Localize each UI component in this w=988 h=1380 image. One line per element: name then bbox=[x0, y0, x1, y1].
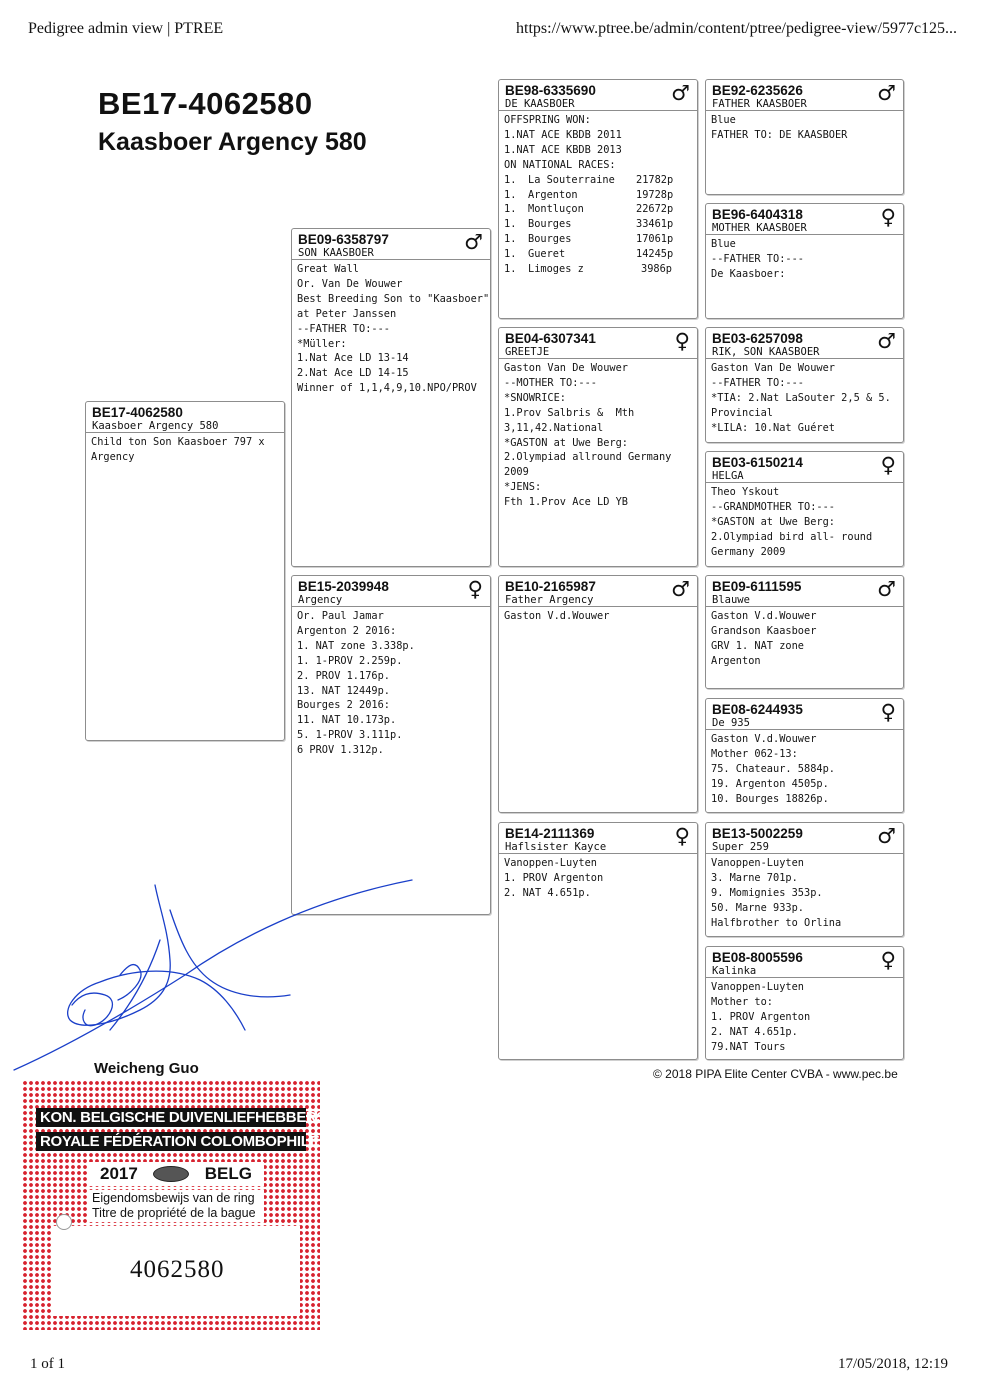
card-header bbox=[706, 947, 903, 978]
male-symbol-icon: ♂ bbox=[671, 81, 690, 105]
card-pigeon-name: MOTHER KAASBOER bbox=[712, 222, 807, 234]
signer-name: Weicheng Guo bbox=[94, 1060, 199, 1077]
pigeon-card-sire-sire bbox=[498, 79, 698, 319]
federation-name-fr: ROYALE FÉDÉRATION COLOMBOPHILE BELGE bbox=[36, 1132, 306, 1151]
note-line: *TIA: 2.Nat LaSouter 2,5 & 5. bbox=[711, 391, 891, 404]
note-line: 1. NAT zone 3.338p. bbox=[297, 639, 415, 652]
race-city: Montluçon bbox=[528, 203, 584, 216]
note-line: --FATHER TO:--- bbox=[711, 376, 804, 389]
pigeon-card-dam-sire bbox=[498, 575, 698, 813]
male-symbol-icon: ♂ bbox=[877, 577, 896, 601]
race-city: Argenton bbox=[528, 188, 578, 201]
note-line: 1.NAT ACE KBDB 2013 bbox=[504, 143, 622, 156]
note-line: --FATHER TO:--- bbox=[711, 252, 804, 265]
note-line: Fth 1.Prov Ace LD YB bbox=[504, 496, 628, 509]
note-line: 1.NAT ACE KBDB 2011 bbox=[504, 128, 622, 141]
pigeon-card-dam-sire-sire bbox=[705, 575, 904, 689]
browser-page-title: Pedigree admin view | PTREE bbox=[28, 20, 224, 37]
card-pigeon-name: Super 259 bbox=[712, 841, 769, 853]
pigeon-card-sire-sire-sire bbox=[705, 79, 904, 195]
card-header bbox=[706, 823, 903, 854]
card-ring-number: BE96-6404318 bbox=[712, 207, 803, 222]
note-line: Mother to: bbox=[711, 995, 773, 1008]
note-line: 2. PROV 1.176p. bbox=[297, 669, 390, 682]
race-entrants: 22672p bbox=[636, 203, 674, 216]
note-line: Gaston V.d.Wouwer bbox=[711, 610, 817, 622]
pigeon-card-dam-dam bbox=[498, 822, 698, 1060]
ring-year: 2017 bbox=[100, 1164, 138, 1183]
ring-ownership-card bbox=[22, 1080, 374, 1330]
ring-card-title-nl: Eigendomsbewijs van de ring bbox=[92, 1191, 255, 1205]
card-header bbox=[706, 576, 903, 607]
male-symbol-icon: ♂ bbox=[877, 329, 896, 353]
note-line: Child ton Son Kaasboer 797 x bbox=[91, 436, 265, 448]
note-line: *GASTON at Uwe Berg: bbox=[711, 515, 835, 528]
card-ring-number: BE03-6150214 bbox=[712, 455, 803, 470]
note-line: at Peter Janssen bbox=[297, 307, 397, 320]
card-ring-number: BE14-2111369 bbox=[505, 826, 595, 841]
card-notes bbox=[292, 607, 490, 760]
note-line: --MOTHER TO:--- bbox=[504, 376, 597, 389]
female-symbol-icon: ♀ bbox=[880, 205, 896, 229]
card-ring-number: BE13-5002259 bbox=[712, 826, 803, 841]
federation-seal-icon bbox=[153, 1166, 189, 1182]
note-line: 1.Prov Salbris & Mth bbox=[504, 406, 635, 419]
note-line: *JENS: bbox=[504, 481, 542, 494]
card-ring-number: BE04-6307341 bbox=[505, 331, 596, 346]
male-symbol-icon: ♂ bbox=[464, 230, 483, 254]
card-notes bbox=[706, 359, 903, 438]
card-notes bbox=[499, 111, 697, 279]
card-pigeon-name: DE KAASBOER bbox=[505, 98, 575, 110]
card-header bbox=[706, 80, 903, 111]
note-line: Winner of 1,1,4,9,10.NPO/PROV bbox=[297, 382, 477, 395]
subject-ring-number: BE17-4062580 bbox=[98, 86, 313, 121]
note-line: Argenton 2 2016: bbox=[297, 624, 397, 637]
card-pigeon-name: Blauwe bbox=[712, 594, 750, 606]
note-line: --FATHER TO:--- bbox=[297, 322, 390, 335]
pigeon-card-sire-dam-dam bbox=[705, 451, 904, 567]
card-notes bbox=[292, 260, 490, 398]
card-notes bbox=[706, 730, 903, 809]
browser-url: https://www.ptree.be/admin/content/ptree/pedigree-view/5977c125... bbox=[516, 20, 958, 37]
note-line: 2. NAT 4.651p. bbox=[711, 1025, 798, 1038]
note-line: FATHER TO: DE KAASBOER bbox=[711, 128, 848, 141]
note-line: 6 PROV 1.312p. bbox=[297, 744, 384, 757]
card-header bbox=[292, 229, 490, 260]
note-line: Germany 2009 bbox=[711, 545, 786, 558]
note-line: OFFSPRING WON: bbox=[504, 114, 591, 126]
pigeon-card-sire-dam-sire bbox=[705, 327, 904, 443]
card-ring-number: BE09-6358797 bbox=[298, 232, 389, 247]
card-ring-number: BE09-6111595 bbox=[712, 579, 802, 594]
race-city: La Souterraine bbox=[528, 173, 615, 186]
note-line: 2009 bbox=[504, 466, 529, 479]
note-line: Mother 062-13: bbox=[711, 747, 798, 760]
print-page-count: 1 of 1 bbox=[30, 1356, 65, 1372]
race-entrants: 21782p bbox=[636, 173, 674, 186]
card-pigeon-name: De 935 bbox=[712, 717, 750, 729]
note-line: 1. PROV Argenton bbox=[504, 871, 604, 884]
race-result-row bbox=[504, 262, 692, 277]
note-line: *GASTON at Uwe Berg: bbox=[504, 436, 628, 449]
race-result-row bbox=[504, 217, 692, 232]
note-line: 5. 1-PROV 3.111p. bbox=[297, 729, 403, 742]
note-line: Gaston Van De Wouwer bbox=[504, 362, 628, 374]
card-ring-number: BE10-2165987 bbox=[505, 579, 596, 594]
card-pigeon-name: Kalinka bbox=[712, 965, 757, 977]
note-line: 75. Chateaur. 5884p. bbox=[711, 762, 835, 775]
note-line: Gaston V.d.Wouwer bbox=[711, 733, 817, 745]
note-line: 19. Argenton 4505p. bbox=[711, 777, 829, 790]
card-notes bbox=[706, 111, 903, 145]
card-notes bbox=[706, 978, 903, 1057]
note-line: ON NATIONAL RACES: bbox=[504, 158, 616, 171]
note-line: 3,11,42.National bbox=[504, 421, 604, 434]
card-pigeon-name: Father Argency bbox=[505, 594, 594, 606]
race-position: 1. bbox=[504, 173, 517, 186]
federation-name-nl: KON. BELGISCHE DUIVENLIEFHEBBERSBOND bbox=[36, 1108, 306, 1127]
card-ring-number: BE08-6244935 bbox=[712, 702, 803, 717]
note-line: 2.Olympiad allround Germany bbox=[504, 451, 672, 464]
note-line: Great Wall bbox=[297, 263, 359, 275]
card-header bbox=[706, 204, 903, 235]
card-notes bbox=[706, 607, 903, 671]
card-pigeon-name: RIK, SON KAASBOER bbox=[712, 346, 820, 358]
note-line: Vanoppen-Luyten bbox=[711, 981, 804, 993]
card-pigeon-name: FATHER KAASBOER bbox=[712, 98, 807, 110]
note-line: 2.Nat Ace LD 14-15 bbox=[297, 367, 409, 380]
card-header bbox=[706, 328, 903, 359]
note-line: Or. Paul Jamar bbox=[297, 610, 384, 622]
card-notes bbox=[706, 235, 903, 284]
card-pigeon-name: Kaasboer Argency 580 bbox=[92, 420, 219, 432]
male-symbol-icon: ♂ bbox=[671, 577, 690, 601]
note-line: Vanoppen-Luyten bbox=[711, 857, 804, 869]
race-position: 1. bbox=[504, 188, 517, 201]
race-city: Limoges z bbox=[528, 263, 584, 276]
note-line: *Müller: bbox=[297, 337, 347, 350]
card-ring-number: BE08-8005596 bbox=[712, 950, 803, 965]
card-header bbox=[706, 452, 903, 483]
note-line: De Kaasboer: bbox=[711, 267, 786, 280]
note-line: *LILA: 10.Nat Guéret bbox=[711, 421, 835, 434]
card-pigeon-name: SON KAASBOER bbox=[298, 247, 374, 259]
ring-country: BELG bbox=[204, 1164, 252, 1183]
card-ring-number: BE03-6257098 bbox=[712, 331, 803, 346]
pigeon-card-dam-dam-sire bbox=[705, 822, 904, 937]
card-header bbox=[499, 80, 697, 111]
note-line: Halfbrother to Orlina bbox=[711, 916, 842, 929]
race-city: Bourges bbox=[528, 218, 572, 231]
race-result-row bbox=[504, 173, 692, 188]
pigeon-card-dam-sire-dam bbox=[705, 698, 904, 813]
note-line: 9. Momignies 353p. bbox=[711, 886, 823, 899]
card-pigeon-name: Argency bbox=[298, 594, 343, 606]
ring-card-number: 4062580 bbox=[130, 1256, 225, 1283]
female-symbol-icon: ♀ bbox=[674, 824, 690, 848]
female-symbol-icon: ♀ bbox=[880, 453, 896, 477]
pigeon-card-sire bbox=[291, 228, 491, 567]
note-line: Blue bbox=[711, 238, 736, 250]
subject-name: Kaasboer Argency 580 bbox=[98, 128, 367, 156]
race-result-row bbox=[504, 247, 692, 262]
pigeon-card-sire-sire-dam bbox=[705, 203, 904, 319]
female-symbol-icon: ♀ bbox=[467, 577, 483, 601]
note-line: 1. PROV Argenton bbox=[711, 1010, 811, 1023]
card-notes bbox=[499, 854, 697, 903]
note-line: Blue bbox=[711, 114, 736, 126]
note-line: Theo Yskout bbox=[711, 486, 780, 498]
note-line: 50. Marne 933p. bbox=[711, 901, 804, 914]
card-header bbox=[86, 402, 284, 433]
race-entrants: 14245p bbox=[636, 248, 674, 261]
ring-card-title bbox=[88, 1190, 264, 1222]
copyright-notice: © 2018 PIPA Elite Center CVBA - www.pec.be bbox=[653, 1067, 898, 1081]
race-entrants: 3986p bbox=[641, 263, 672, 276]
card-notes bbox=[706, 854, 903, 933]
card-notes bbox=[706, 483, 903, 562]
note-line: Argency bbox=[91, 450, 135, 463]
race-position: 1. bbox=[504, 248, 517, 261]
print-timestamp: 17/05/2018, 12:19 bbox=[838, 1356, 949, 1372]
card-header bbox=[292, 576, 490, 607]
card-header bbox=[706, 699, 903, 730]
pigeon-card-subject bbox=[85, 401, 285, 741]
pigeon-card-dam bbox=[291, 575, 491, 915]
note-line: GRV 1. NAT zone bbox=[711, 639, 804, 652]
card-pigeon-name: GREETJE bbox=[505, 346, 550, 358]
note-line: 3. Marne 701p. bbox=[711, 871, 798, 884]
note-line: Best Breeding Son to "Kaasboer" bbox=[297, 292, 490, 305]
race-entrants: 33461p bbox=[636, 218, 674, 231]
note-line: Provincial bbox=[711, 406, 773, 419]
race-position: 1. bbox=[504, 233, 517, 246]
card-header bbox=[499, 328, 697, 359]
card-header bbox=[499, 823, 697, 854]
female-symbol-icon: ♀ bbox=[880, 948, 896, 972]
race-city: Gueret bbox=[528, 248, 566, 261]
note-line: 11. NAT 10.173p. bbox=[297, 714, 397, 727]
race-entrants: 19728p bbox=[636, 188, 674, 201]
race-city: Bourges bbox=[528, 233, 572, 246]
note-line: Vanoppen-Luyten bbox=[504, 857, 597, 869]
note-line: 10. Bourges 18826p. bbox=[711, 792, 829, 805]
card-ring-number: BE17-4062580 bbox=[92, 405, 183, 420]
race-position: 1. bbox=[504, 263, 517, 276]
card-pigeon-name: HELGA bbox=[712, 470, 744, 482]
card-ring-number: BE98-6335690 bbox=[505, 83, 596, 98]
male-symbol-icon: ♂ bbox=[877, 81, 896, 105]
note-line: 2. NAT 4.651p. bbox=[504, 886, 591, 899]
handwritten-signature bbox=[10, 870, 420, 1080]
race-result-row bbox=[504, 188, 692, 203]
pigeon-card-sire-dam bbox=[498, 327, 698, 567]
ring-year-box bbox=[88, 1162, 264, 1186]
note-line: Gaston V.d.Wouwer bbox=[504, 610, 610, 622]
note-line: Gaston Van De Wouwer bbox=[711, 362, 835, 374]
race-result-row bbox=[504, 202, 692, 217]
male-symbol-icon: ♂ bbox=[877, 824, 896, 848]
note-line: Argenton bbox=[711, 654, 761, 667]
female-symbol-icon: ♀ bbox=[674, 329, 690, 353]
ring-card-title-fr: Titre de propriété de la bague bbox=[92, 1206, 256, 1220]
race-result-row bbox=[504, 232, 692, 247]
note-line: 1.Nat Ace LD 13-14 bbox=[297, 352, 409, 365]
race-position: 1. bbox=[504, 218, 517, 231]
note-line: 1. 1-PROV 2.259p. bbox=[297, 654, 403, 667]
note-line: Bourges 2 2016: bbox=[297, 699, 390, 712]
note-line: Grandson Kaasboer bbox=[711, 624, 817, 637]
card-header bbox=[499, 576, 697, 607]
note-line: 79.NAT Tours bbox=[711, 1040, 786, 1053]
note-line: 2.Olympiad bird all- round bbox=[711, 530, 873, 543]
race-position: 1. bbox=[504, 203, 517, 216]
card-notes bbox=[499, 607, 697, 626]
female-symbol-icon: ♀ bbox=[880, 700, 896, 724]
note-line: --GRANDMOTHER TO:--- bbox=[711, 500, 835, 513]
punch-hole bbox=[56, 1214, 72, 1230]
card-notes bbox=[86, 433, 284, 467]
note-line: Or. Van De Wouwer bbox=[297, 277, 403, 290]
note-line: *SNOWRICE: bbox=[504, 391, 566, 404]
note-line: 13. NAT 12449p. bbox=[297, 684, 390, 697]
card-ring-number: BE15-2039948 bbox=[298, 579, 389, 594]
pigeon-card-dam-dam-dam bbox=[705, 946, 904, 1060]
card-notes bbox=[499, 359, 697, 512]
card-pigeon-name: Haflsister Kayce bbox=[505, 841, 607, 853]
race-entrants: 17061p bbox=[636, 233, 674, 246]
card-ring-number: BE92-6235626 bbox=[712, 83, 803, 98]
